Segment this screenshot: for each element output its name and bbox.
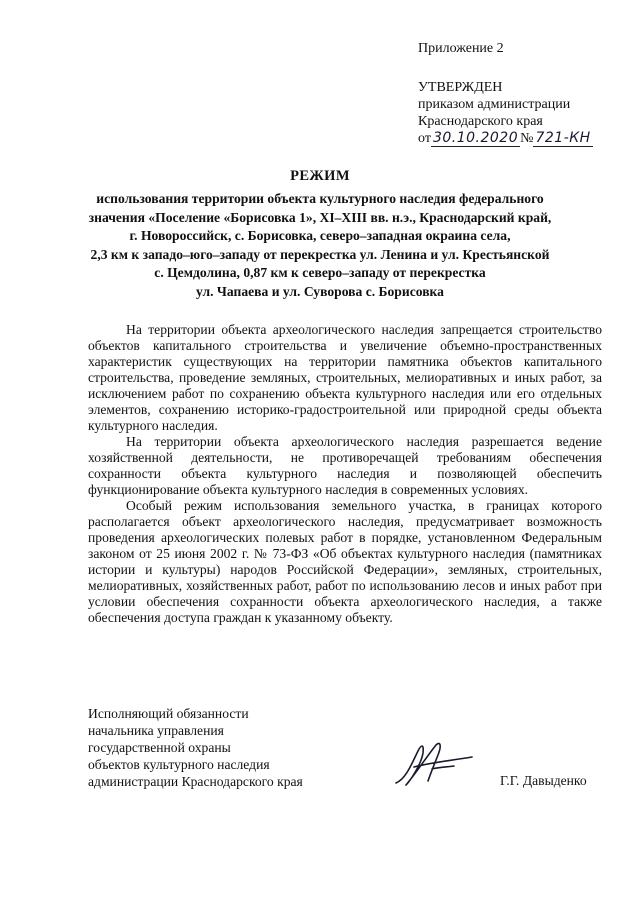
document-subtitle (70, 190, 570, 301)
subtitle-line: значения «Поселение «Борисовка 1», XI–XIII вв. н.э., Краснодарский край, (88, 209, 552, 225)
signatory-line: администрации Краснодарского края (88, 774, 303, 789)
signatory-name: Г.Г. Давыденко (500, 773, 587, 788)
signatory-title (88, 705, 338, 790)
handwritten-signature-icon (388, 733, 478, 793)
date-prefix: от (418, 131, 431, 146)
order-line-1: приказом администрации (418, 97, 571, 112)
order-date-line (418, 130, 633, 147)
subtitle-line: с. Цемдолина, 0,87 км к северо–западу от перекрестка (154, 265, 486, 280)
subtitle-line: использования территории объекта культурного наследия федерального (96, 191, 544, 206)
document-title: РЕЖИМ (290, 168, 350, 184)
document-heading (70, 168, 570, 301)
signatory-line: объектов культурного наследия (88, 757, 270, 772)
subtitle-line: 2,3 км к западо–юго–западу от перекрестка ул. Ленина и ул. Крестьянской (90, 246, 550, 262)
approval-stamp-block (418, 40, 633, 147)
body-paragraph: Особый режим использования земельного участка, в границах которого располагается объект археологического наследия, предусматривает возможность проведения археологических полевых работ в порядке, установленном Федеральным законом от 25 июня 2002 г. № 73-ФЗ «Об объектах культурного наследия (памятниках истории и культуры) народов Российской Федерации», земляных, строительных, мелиоративных, хозяйственных работ, работ по использованию лесов и иных работ при условии обеспечения сохранности объекта археологического наследия, а также обеспечения доступа граждан к указанному объекту. (88, 498, 602, 625)
subtitle-line: г. Новороссийск, с. Борисовка, северо–западная окраина села, (129, 228, 511, 243)
document-body (88, 322, 602, 626)
handwritten-date: 30.10.2020 (432, 130, 519, 146)
approved-label: УТВЕРЖДЕН (418, 80, 503, 95)
signatory-line: начальника управления (88, 723, 224, 738)
signatory-line: государственной охраны (88, 740, 231, 755)
signatory-line: Исполняющий обязанности (88, 706, 249, 721)
appendix-label: Приложение 2 (418, 41, 504, 56)
order-line-2: Краснодарского края (418, 114, 543, 129)
body-paragraph: На территории объекта археологического наследия запрещается строительство объектов капитального строительства и увеличение объемно-пространственных характеристик существующих на территории памятника объектов капитального строительства, проведение земляных, строительных, мелиоративных и иных работ, за исключением работ по сохранению объекта культурного наследия или его отдельных элементов, сохранению историко-градостроительной или природной среды объекта культурного наследия. (88, 322, 602, 433)
number-prefix: № (520, 131, 534, 146)
handwritten-number: 721-КН (535, 130, 591, 146)
subtitle-line: ул. Чапаева и ул. Суворова с. Борисовка (196, 283, 444, 299)
body-paragraph: На территории объекта археологического наследия разрешается ведение хозяйственной деятельности, не противоречащей требованиям обеспечения сохранности объекта культурного наследия и позволяющей обеспечить функционирование объекта культурного наследия в современных условиях. (88, 434, 602, 497)
